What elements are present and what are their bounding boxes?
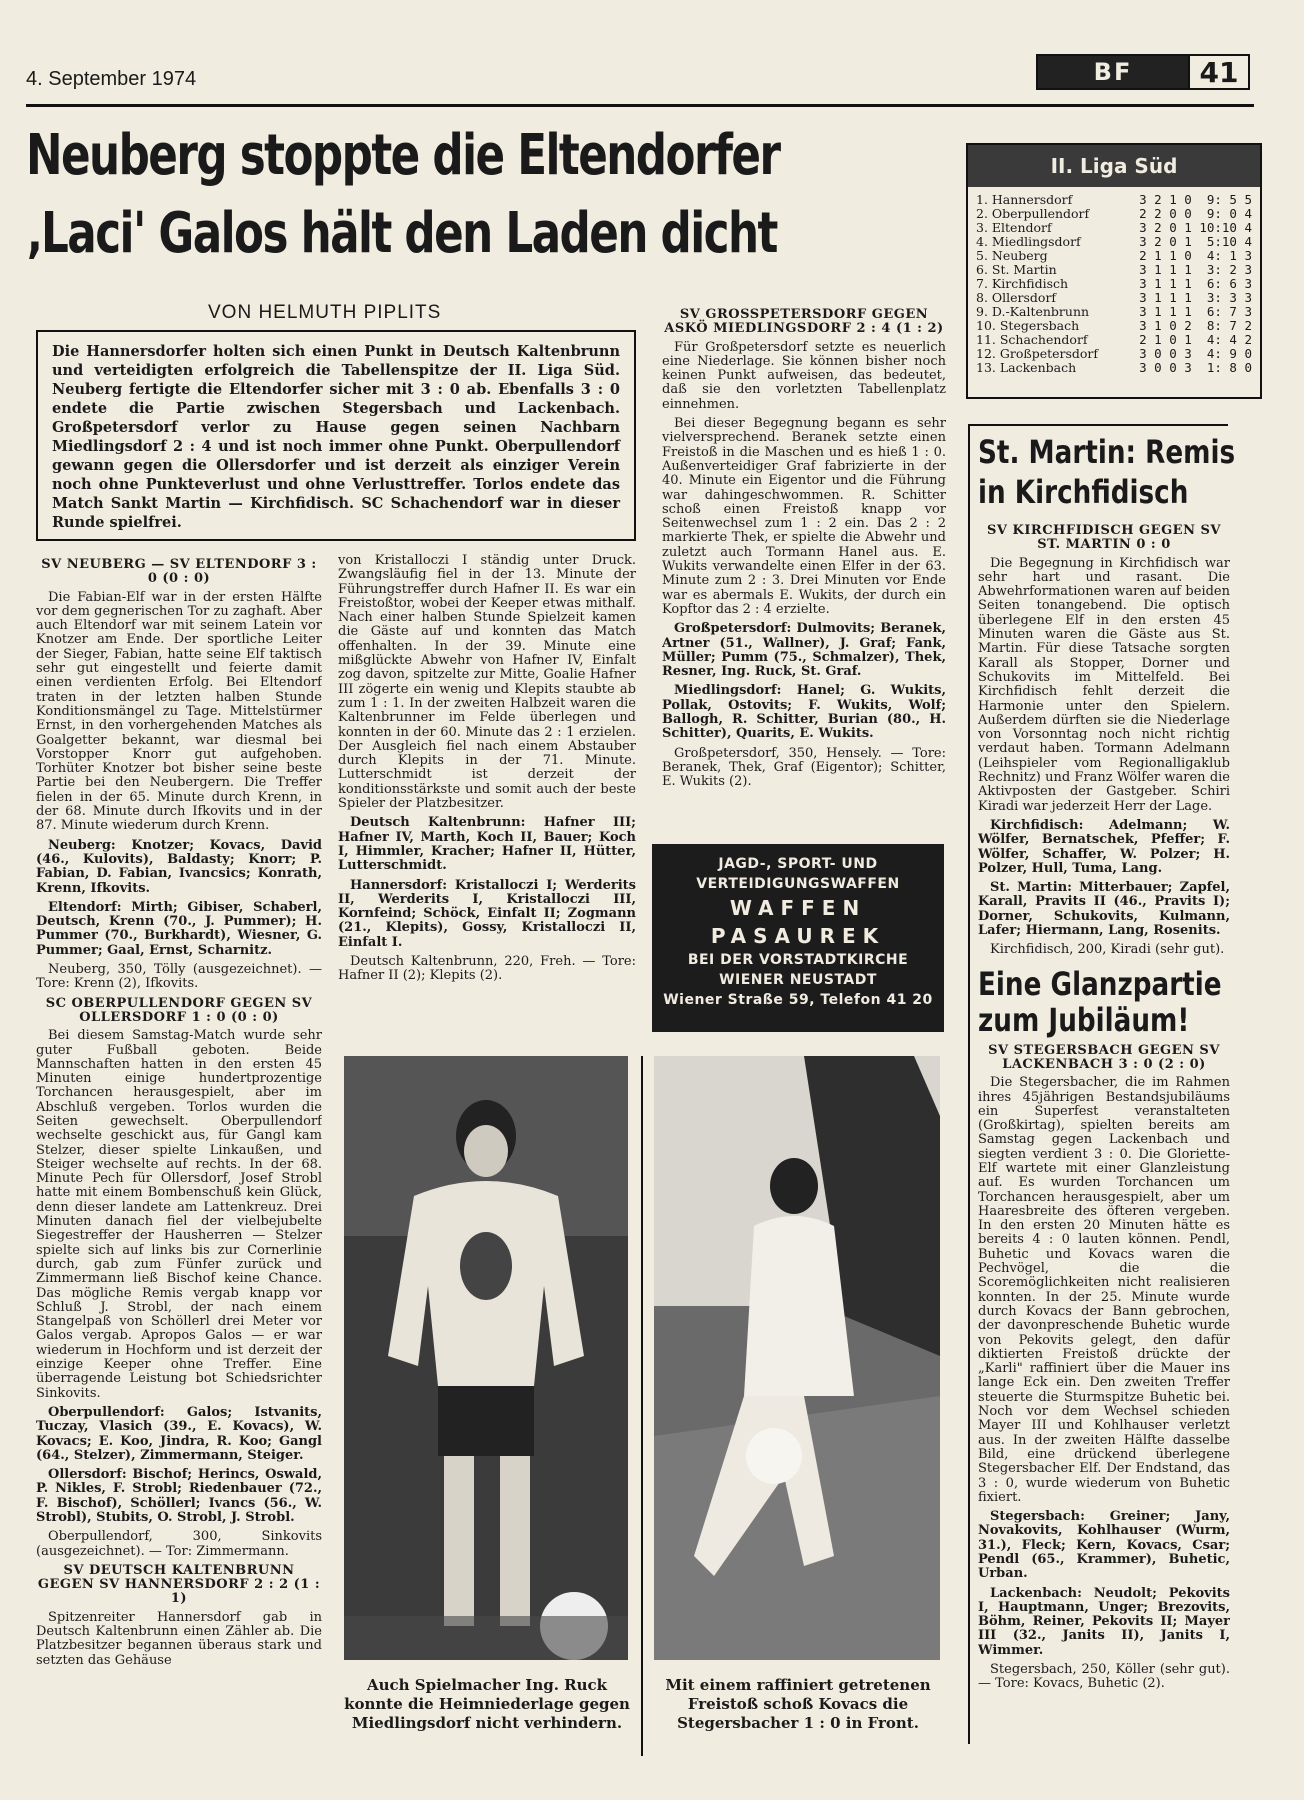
- article-column-1: [36, 554, 322, 1674]
- match-report: Die Fabian-Elf war in der ersten Hälfte vor dem gegnerischen Tor zu zaghaft. Aber auch Eltendorf war mit seinem Latein vor Knotzer am Ende. Der sportliche Leiter der Sieger, Fabian, hatte seine Elf taktisch sehr gut eingestellt und feierte damit einen verdienten Erfolg. Bei Eltendorf traten in der letzten halben Stunde Konditionsmängel zu Tage. Mittelstürmer Ernst, in den vorhergehenden Matches als Goalgetter bekannt, war diesmal bei Vorstopper Knorr gut aufgehoben. Torhüter Knotzer bot bisher seine beste Partie bei den Neubergern. Die Treffer fielen in der 65. Minute durch Krenn, in der 68. Minute durch Ifkovits und in der 87. Minute wiederum durch Krenn.: [36, 589, 322, 834]
- match-heading: SV STEGERSBACH GEGEN SV LACKENBACH 3 : 0 (2 : 0): [988, 1042, 1220, 1072]
- team-name: 7. Kirchfidisch: [976, 276, 1069, 291]
- team-stats: 3 2 0 1 5:10 4: [1139, 234, 1252, 249]
- team-stats: 3 0 0 3 4: 9 0: [1139, 346, 1252, 361]
- match-heading: SC OBERPULLENDORF GEGEN SV OLLERSDORF 1 : 0 (0 : 0): [45, 995, 313, 1025]
- advertisement: [652, 844, 944, 1032]
- column-divider: [641, 1056, 643, 1756]
- ad-address: Wiener Straße 59, Telefon 41 20: [663, 992, 933, 1008]
- match-summary: Kirchfidisch, 200, Kiradi (sehr gut).: [990, 942, 1225, 958]
- photo-player-kovacs: [654, 1056, 940, 1660]
- side-headline-1: St. Martin: Remis: [978, 433, 1236, 471]
- table-row: [976, 361, 1252, 375]
- team-name: 13. Lackenbach: [976, 360, 1077, 375]
- page-brand: [1036, 54, 1250, 90]
- headline-line-2: ‚Laci' Galos hält den Laden dicht: [26, 201, 777, 266]
- match-heading: SV KIRCHFIDISCH GEGEN SV ST. MARTIN 0 : 0: [987, 523, 1221, 553]
- top-rule: [26, 104, 1254, 107]
- match-summary: Stegersbach, 250, Köller (sehr gut). — Tore: Kovacs, Buhetic (2).: [978, 1662, 1230, 1692]
- headline-line-1: Neuberg stoppte die Eltendorfer: [26, 123, 780, 188]
- match-summary: Oberpullendorf, 300, Sinkovits (ausgezeichnet). — Tor: Zimmermann.: [36, 1529, 322, 1559]
- table-row: [976, 235, 1252, 249]
- lineup: Deutsch Kaltenbrunn: Hafner III; Hafner IV, Marth, Koch II, Bauer; Koch I, Himmler, Kracher; Hafner II, Hütter, Lutterschmidt.: [338, 815, 636, 874]
- team-stats: 3 1 1 1 3: 2 3: [1139, 262, 1252, 277]
- table-row: [976, 249, 1252, 263]
- team-stats: 3 2 0 1 10:10 4: [1139, 220, 1252, 235]
- issue-date: 4. September 1974: [26, 68, 197, 90]
- table-row: [976, 347, 1252, 361]
- lineup: Kirchfidisch: Adelmann; W. Wölfer, Bernatschek, Pfeffer; F. Wölfer, Schaffer, W. Polzer; H. Polzer, Hull, Tuma, Lang.: [978, 817, 1230, 876]
- lineup: Oberpullendorf: Galos; Istvanits, Tuczay, Vlasich (39., E. Kovacs), W. Kovacs; E. Koo, Jindra, R. Koo; Gangl (64., Stelzer), Zimmermann, Steiger.: [36, 1404, 322, 1463]
- league-table: [966, 143, 1262, 399]
- match-report: Die Begegnung in Kirchfidisch war sehr hart und rasant. Die Abwehrformationen waren auf beiden Seiten tonangebend. Die optisch überlegene Elf in den ersten 45 Minuten waren die Gäste aus St. Martin. Für diese Tatsache sorgten Karall als Stopper, Dorner und Schukovits im Mittelfeld. Bei Kirchfidisch fehlt derzeit die Harmonie unter den Spielern. Außerdem dürften sie die Niederlage von Vorsonntag noch nicht richtig verdaut haben. Tormann Adelmann (Leihspieler vom Regionalligaklub Rechnitz) und Franz Wölfer waren die Aktivposten der Gastgeber. Schiri Kiradi war jederzeit Herr der Lage.: [978, 555, 1230, 814]
- page-number: 41: [1188, 56, 1248, 88]
- photo-caption-2: Mit einem raffiniert getretenen Freistoß schoß Kovacs die Stegersbacher 1 : 0 in Front.: [665, 1676, 931, 1732]
- table-row: [976, 263, 1252, 277]
- match-report: Die Stegersbacher, die im Rahmen ihres 45jährigen Bestandsjubiläums ein Superfest veranstalteten (Großkirtag), spielten bereits am Samstag gegen Lackenbach und siegten verdient 3 : 0. Die Gloriette-Elf wartete mit einer Glanzleistung auf. Es wurden Torchancen um Torchancen herausgespielt, aber um Haaresbreite des öfteren vergeben. In den ersten 20 Minuten hätte es bereits 4 : 0 lauten können. Pendl, Buhetic und Kovacs waren die Pechvögel, die die Scoremöglichkeiten nicht realisieren konnten. In der 25. Minute wurde durch Kovacs der Bann gebrochen, der davonpreschende Buhetic wurde von Pekovits gelegt, den dafür diktierten Freistoß drückte der „Karli" raffiniert über die Mauer ins lange Eck ein. Den zweiten Treffer steuerte die Sturmspitze Buhetic bei. Noch vor dem Wechsel schieden Mayer III und Kohlhauser verletzt aus. In der zweiten Hälfte dasselbe Bild, eine drückend überlegene Stegersbacher Elf. Der Endstand, das 3 : 0, wurde wiederum von Buhetic fixiert.: [978, 1075, 1230, 1505]
- team-name: 1. Hannersdorf: [976, 192, 1073, 207]
- team-name: 6. St. Martin: [976, 262, 1057, 277]
- match-report: von Kristalloczi I ständig unter Druck. Zwangsläufig fiel in der 13. Minute der Führungstreffer durch Hafner II. Es war ein Freistoßtor, wobei der Keeper etwas mithalf. Nach einer halben Stunde Spielzeit kamen die Gäste auf und konnten das Match offenhalten. In der 39. Minute eine mißglückte Abwehr von Hafner IV, Einfalt zog davon, spitzelte zur Mitte, Goalie Hafner III zögerte ein wenig und Klepits staubte ab zum 1 : 1. In der zweiten Halbzeit waren die Kaltenbrunner im Felde überlegen und konnten in der 60. Minute das 2 : 1 erzielen. Der Ausgleich fiel nach einem Abstauber durch Klepits in der 71. Minute. Lutterschmidt ist derzeit der konditionsstärkste und somit auch der beste Spieler der Platzbesitzer.: [338, 554, 636, 812]
- team-name: 5. Neuberg: [976, 248, 1048, 263]
- match-report: Bei dieser Begegnung begann es sehr vielversprechend. Beranek setzte einen Freistoß in die Maschen und es hieß 1 : 0. Außenverteidiger Graf fabrizierte in der 40. Minute ein Eigentor und die Führung war dahingeschwommen. R. Schitter schoß einen Freistoß knapp vor Seitenwechsel zum 1 : 2 ein. Das 2 : 2 markierte Thek, er spielte die Abwehr und zuletzt auch Tormann Hanel aus. E. Wukits verwandelte einen Elfer in der 63. Minute zum 2 : 3. Drei Minuten vor Ende war es abermals E. Wukits, der durch ein Kopftor das 2 : 4 erzielte.: [662, 416, 946, 617]
- match-heading: SV NEUBERG — SV ELTENDORF 3 : 0 (0 : 0): [41, 557, 317, 587]
- article-column-3: [662, 304, 946, 804]
- team-name: 10. Stegersbach: [976, 318, 1080, 333]
- lineup: Neuberg: Knotzer; Kovacs, David (46., Kulovits), Baldasty; Knorr; P. Fabian, D. Fabian, Ivancsics; Konrath, Krenn, Ifkovits.: [36, 837, 322, 896]
- team-stats: 2 2 0 0 9: 0 4: [1139, 206, 1252, 221]
- ad-line: WIENER NEUSTADT: [719, 972, 877, 988]
- table-row: [976, 319, 1252, 333]
- team-stats: 3 0 0 3 1: 8 0: [1139, 360, 1252, 375]
- match-heading: SV DEUTSCH KALTENBRUNN GEGEN SV HANNERSDORF 2 : 2 (1 : 1): [37, 1562, 321, 1607]
- team-name: 12. Großpetersdorf: [976, 346, 1099, 361]
- photo-caption-1: Auch Spielmacher Ing. Ruck konnte die Heimniederlage gegen Miedlingsdorf nicht verhindern.: [344, 1676, 630, 1732]
- lead-paragraph: Die Hannersdorfer holten sich einen Punkt in Deutsch Kaltenbrunn und verteidigten erfolgreich die Tabellenspitze der II. Liga Süd. Neuberg fertigte die Eltendorfer sicher mit 3 : 0 ab. Ebenfalls 3 : 0 endete die Partie zwischen Stegersbach und Lackenbach. Großpetersdorf verlor zu Hause gegen seinen Nachbarn Miedlingsdorf 2 : 4 und ist noch immer ohne Punkt. Oberpullendorf gewann gegen die Ollersdorfer und ist derzeit als einziger Verein noch ohne Punkteverlust und ohne Verlusttreffer. Torlos endete das Match Sankt Martin — Kirchfidisch. SC Schachendorf war in dieser Runde spielfrei.: [36, 330, 636, 541]
- team-stats: 3 1 1 1 6: 7 3: [1139, 304, 1252, 319]
- lineup: Stegersbach: Greiner; Jany, Novakovits, Kohlhauser (Wurm, 31.), Fleck; Kern, Kovacs, Csar; Pendl (65., Krammer), Buhetic, Urban.: [978, 1509, 1230, 1582]
- team-name: 9. D.-Kaltenbrunn: [976, 304, 1090, 319]
- lineup: St. Martin: Mitterbauer; Zapfel, Karall, Pravits II (46., Pravits I); Dorner, Schukovits, Kulmann, Lafer; Hiermann, Lang, Rosenits.: [978, 880, 1230, 939]
- team-name: 3. Eltendorf: [976, 220, 1052, 235]
- team-stats: 3 1 1 1 6: 6 3: [1139, 276, 1252, 291]
- ad-line: JAGD-, SPORT- UND: [718, 856, 878, 872]
- match-report: Für Großpetersdorf setzte es neuerlich eine Niederlage. Sie können bisher noch keinen Punkt aufweisen, das bedeutet, daß sie den vorletzten Tabellenplatz einnehmen.: [662, 339, 946, 412]
- league-table-title: II. Liga Süd: [968, 145, 1260, 187]
- table-row: [976, 221, 1252, 235]
- lineup: Miedlingsdorf: Hanel; G. Wukits, Pollak, Ostovits; F. Wukits, Wolf; Ballogh, R. Schitter, Burian (80., H. Schitter), Quarits, E. Wukits.: [662, 683, 946, 742]
- side-headline-4: zum Jubiläum!: [978, 1000, 1190, 1039]
- ad-line: BEI DER VORSTADTKIRCHE: [687, 952, 909, 968]
- team-name: 8. Ollersdorf: [976, 290, 1057, 305]
- brand-label: BF: [1038, 56, 1188, 88]
- ad-line: VERTEIDIGUNGSWAFFEN: [696, 876, 900, 892]
- table-row: [976, 291, 1252, 305]
- team-stats: 2 1 1 0 4: 1 3: [1139, 248, 1252, 263]
- team-name: 2. Oberpullendorf: [976, 206, 1090, 221]
- lineup: Hannersdorf: Kristalloczi I; Werderits II, Werderits I, Kristalloczi III, Kornfeind; Schöck, Einfalt II; Zogmann (21., Klepits), Gossy, Kristalloczi II, Einfalt I.: [338, 877, 636, 950]
- match-report: Spitzenreiter Hannersdorf gab in Deutsch Kaltenbrunn einen Zähler ab. Die Platzbesitzer begannen überaus stark und setzten das Gehäuse: [36, 1609, 322, 1668]
- team-stats: 3 1 0 2 8: 7 2: [1139, 318, 1252, 333]
- league-table-rows: [968, 187, 1260, 381]
- match-summary: Neuberg, 350, Tölly (ausgezeichnet). — Tore: Krenn (2), Ifkovits.: [36, 962, 322, 992]
- table-row: [976, 207, 1252, 221]
- team-name: 11. Schachendorf: [976, 332, 1088, 347]
- match-heading: SV GROSSPETERSDORF GEGEN ASKÖ MIEDLINGSDORF 2 : 4 (1 : 2): [664, 307, 944, 337]
- team-stats: 3 2 1 0 9: 5 5: [1139, 192, 1252, 207]
- ad-brand: WAFFEN: [729, 896, 867, 920]
- author-byline: VON HELMUTH PIPLITS: [208, 302, 442, 323]
- lineup: Großpetersdorf: Dulmovits; Beranek, Artner (51., Wallner), J. Graf; Fank, Müller; Pumm (75., Schmalzer), Thek, Resner, Ing. Ruck, St. Graf.: [662, 621, 946, 680]
- table-row: [976, 193, 1252, 207]
- photo-player-ruck: [344, 1056, 628, 1660]
- side-headline-3: Eine Glanzpartie: [978, 964, 1222, 1003]
- lineup: Lackenbach: Neudolt; Pekovits I, Hauptmann, Unger; Brezovits, Böhm, Reiner, Pekovits II; Mayer III (32., Janits II), Janits I, Wimmer.: [978, 1585, 1230, 1658]
- match-report: Bei diesem Samstag-Match wurde sehr guter Fußball geboten. Beide Mannschaften hatten in den ersten 45 Minuten einige hundertprozentige Torchancen herausgespielt, aber im Abschluß vergeben. Torlos wurden die Seiten gewechselt. Oberpullendorf wechselte geschickt aus, für Gangl kam Stelzer, dieser spielte Linkaußen, und Steiger wechselte auf rechts. In der 68. Minute Pech für Ollersdorf, Josef Strobl hatte mit einem Bombenschuß kein Glück, denn dieser landete am Lattenkreuz. Drei Minuten danach fiel der vielbejubelte Siegestreffer der Hausherren — Stelzer spielte sich auf links bis zur Cornerlinie durch, gab zum Fünfer zurück und Zimmermann ließ Bischof keine Chance. Das mögliche Remis vergab knapp vor Schluß J. Strobl, der nach einem Stangelpaß von Schöllerl drei Meter vor Galos vergab. Apropos Galos — er war wiederum in Hochform und ist derzeit der einzige Keeper ohne Treffer. Eine überragende Leistung bot Schiedsrichter Sinkovits.: [36, 1028, 322, 1401]
- table-row: [976, 277, 1252, 291]
- match-summary: Großpetersdorf, 350, Hensely. — Tore: Beranek, Thek, Graf (Eigentor); Schitter, E. Wukits (2).: [662, 745, 946, 790]
- match-summary: Deutsch Kaltenbrunn, 220, Freh. — Tore: Hafner II (2); Klepits (2).: [338, 954, 636, 984]
- sidebar-column: [978, 520, 1230, 1730]
- table-row: [976, 305, 1252, 319]
- team-name: 4. Miedlingsdorf: [976, 234, 1081, 249]
- lineup: Ollersdorf: Bischof; Herincs, Oswald, P. Nikles, F. Strobl; Riedenbauer (72., F. Bischof), Schöllerl; Ivancs (56., W. Strobl), Stubits, O. Strobl, J. Strobl.: [36, 1467, 322, 1525]
- lineup: Eltendorf: Mirth; Gibiser, Schaberl, Deutsch, Krenn (70., J. Pummer); H. Pummer (70., Burkhardt), Wiesner, G. Pummer; Gaal, Ernst, Scharnitz.: [36, 899, 322, 958]
- side-headline-2: in Kirchfidisch: [978, 473, 1189, 511]
- team-stats: 2 1 0 1 4: 4 2: [1139, 332, 1252, 347]
- team-stats: 3 1 1 1 3: 3 3: [1139, 290, 1252, 305]
- ad-brand: PASAUREK: [710, 924, 886, 948]
- article-column-2: [338, 554, 636, 1034]
- table-row: [976, 333, 1252, 347]
